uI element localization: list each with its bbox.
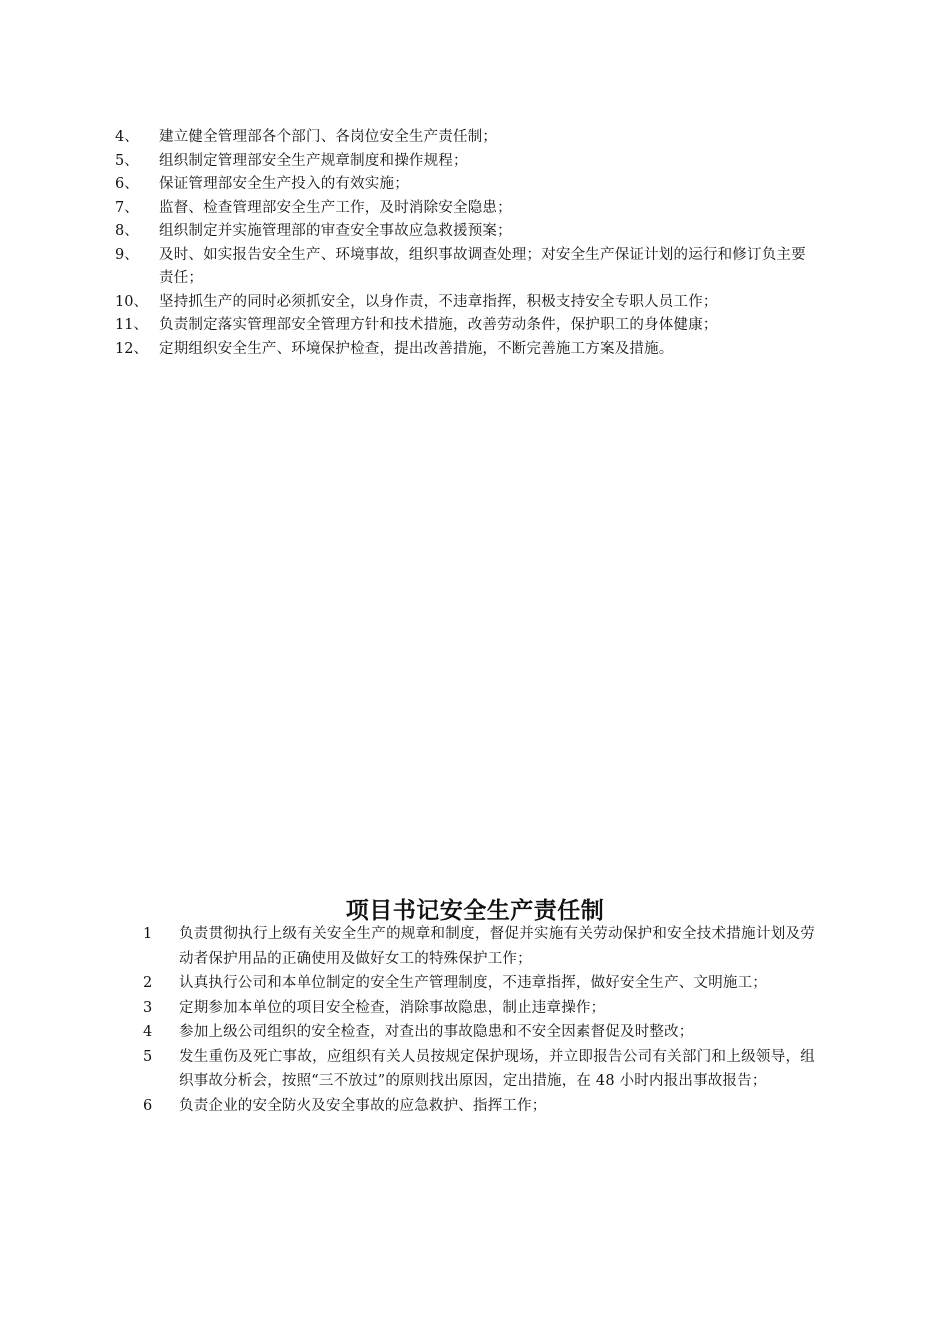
list-item <box>115 291 815 315</box>
item-text: 保证管理部安全生产投入的有效实施； <box>159 176 409 192</box>
item-number: 6、 <box>115 176 139 192</box>
list-item <box>115 150 815 174</box>
item-number: 5、 <box>115 152 139 169</box>
item-number: 9、 <box>115 246 139 263</box>
list-item <box>115 338 815 362</box>
item-text: 建立健全管理部各个部门、各岗位安全生产责任制； <box>159 129 498 145</box>
item-text: 及时、如实报告安全生产、环境事故，组织事故调查处理；对安全生产保证计划的运行和修订负主要责任； <box>159 246 806 286</box>
list-item <box>115 314 815 338</box>
responsibility-list-management <box>115 126 815 361</box>
item-text: 坚持抓生产的同时必须抓安全，以身作责，不违章指挥，积极支持安全专职人员工作； <box>159 293 718 310</box>
item-number: 4、 <box>115 129 139 145</box>
item-text: 负责贯彻执行上级有关安全生产的规章和制度，督促并实施有关劳动保护和安全技术措施计划及劳动者保护用品的正确使用及做好女工的特殊保护工作； <box>179 926 815 967</box>
item-text: 组织制定并实施管理部的审查安全事故应急救援预案； <box>159 223 512 239</box>
item-number: 12、 <box>115 340 148 357</box>
item-number: 10、 <box>115 293 148 310</box>
item-number: 4 <box>143 1024 153 1040</box>
item-text: 负责企业的安全防火及安全事故的应急救护、指挥工作； <box>179 1097 547 1114</box>
item-number: 3 <box>143 999 153 1016</box>
list-item <box>143 971 815 996</box>
list-item <box>143 1020 815 1045</box>
item-text: 监督、检查管理部安全生产工作，及时消除安全隐患； <box>159 199 512 216</box>
list-item <box>115 126 815 150</box>
item-number: 2 <box>143 975 153 991</box>
list-item <box>143 1094 815 1119</box>
section-title: 项目书记安全生产责任制 <box>345 898 605 925</box>
list-item <box>143 922 815 971</box>
item-text: 定期组织安全生产、环境保护检查，提出改善措施，不断完善施工方案及措施。 <box>159 340 674 357</box>
list-item <box>115 220 815 244</box>
list-item <box>143 996 815 1021</box>
item-number: 1 <box>143 926 153 942</box>
item-text: 组织制定管理部安全生产规章制度和操作规程； <box>159 152 468 169</box>
list-item <box>115 197 815 221</box>
item-number: 6 <box>143 1097 153 1114</box>
item-number: 8、 <box>115 223 139 239</box>
item-text: 认真执行公司和本单位制定的安全生产管理制度，不违章指挥，做好安全生产、文明施工； <box>179 975 767 991</box>
item-text: 参加上级公司组织的安全检查，对查出的事故隐患和不安全因素督促及时整改； <box>179 1024 694 1040</box>
list-item <box>115 244 815 291</box>
list-item <box>115 173 815 197</box>
item-text: 负责制定落实管理部安全管理方针和技术措施，改善劳动条件，保护职工的身体健康； <box>159 317 718 333</box>
item-number: 11、 <box>115 317 148 333</box>
list-item <box>143 1045 815 1094</box>
item-text: 定期参加本单位的项目安全检查，消除事故隐患，制止违章操作； <box>179 999 606 1016</box>
item-number: 7、 <box>115 199 139 216</box>
item-text: 发生重伤及死亡事故，应组织有关人员按规定保护现场，并立即报告公司有关部门和上级领导，组织事故分析会，按照“三不放过”的原则找出原因，定出措施，在 48 小时内报出事故报告； <box>179 1048 815 1089</box>
responsibility-list-secretary <box>143 922 815 1118</box>
item-number: 5 <box>143 1048 153 1065</box>
